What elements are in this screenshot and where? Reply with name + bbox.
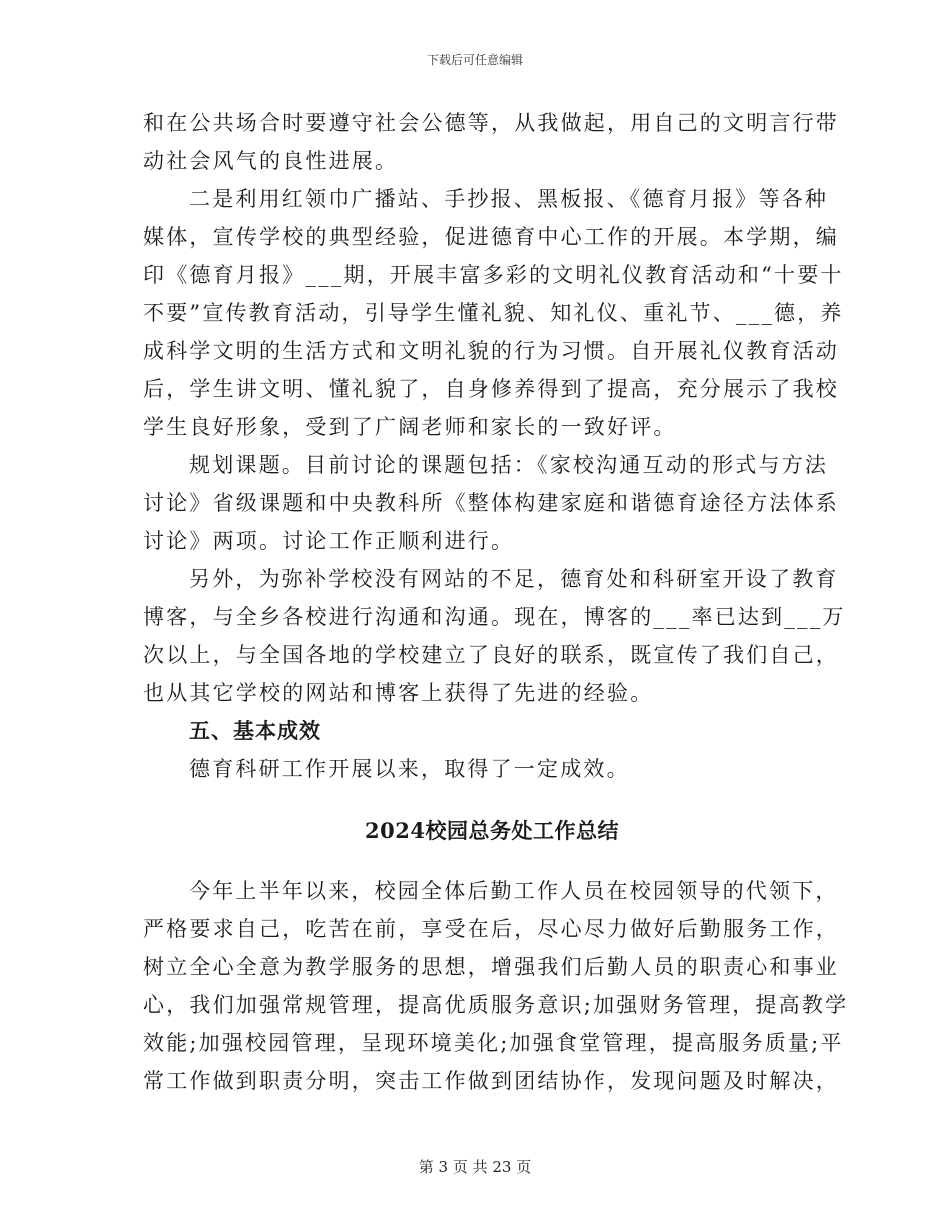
section-heading: 五、基本成效	[189, 718, 321, 743]
paragraph-line: 后，学生讲文明、懂礼貌了，自身修养得到了提高，充分展示了我校	[143, 377, 839, 401]
document-title: 2024校园总务处工作总结	[365, 818, 619, 843]
paragraph-line: 讨论》两项。讨论工作正顺利进行。	[143, 529, 515, 553]
paragraph-line: 成科学文明的生活方式和文明礼貌的行为习惯。自开展礼仪教育活动	[143, 339, 839, 363]
paragraph-line: 心，我们加强常规管理，提高优质服务意识;加强财务管理，提高教学	[143, 993, 849, 1017]
document-body	[143, 104, 849, 1100]
paragraph-line: 印《德育月报》___期，开展丰富多彩的文明礼仪教育活动和“十要十	[143, 263, 844, 287]
paragraph-line: 博客，与全乡各校进行沟通和沟通。现在，博客的___率已达到___万	[143, 605, 846, 629]
paragraph-line: 规划课题。目前讨论的课题包括：《家校沟通互动的形式与方法	[189, 453, 829, 477]
paragraph-line: 动社会风气的良性进展。	[143, 149, 399, 173]
paragraph-line: 讨论》省级课题和中央教科所《整体构建家庭和谐德育途径方法体系	[143, 491, 839, 515]
paragraph-line: 学生良好形象，受到了广阔老师和家长的一致好评。	[143, 415, 677, 439]
paragraph-line: 次以上，与全国各地的学校建立了良好的联系，既宣传了我们自己，	[143, 643, 839, 667]
page-header: 下载后可任意编辑	[426, 53, 523, 67]
page-footer: 第 3 页 共 23 页	[418, 1158, 532, 1176]
paragraph-line: 今年上半年以来，校园全体后勤工作人员在校园领导的代领下，	[189, 879, 839, 903]
paragraph-line: 另外，为弥补学校没有网站的不足，德育处和科研室开设了教育	[189, 567, 839, 591]
paragraph-line: 二是利用红领巾广播站、手抄报、黑板报、《德育月报》等各种	[189, 187, 829, 211]
paragraph-line: 不要”宣传教育活动，引导学生懂礼貌、知礼仪、重礼节、___德，养	[143, 301, 844, 325]
paragraph-line: 媒体，宣传学校的典型经验，促进德育中心工作的开展。本学期，编	[143, 225, 839, 249]
paragraph-line: 效能;加强校园管理，呈现环境美化;加强食堂管理，提高服务质量;平	[143, 1031, 844, 1055]
paragraph-line: 德育科研工作开展以来，取得了一定成效。	[189, 757, 630, 781]
paragraph-line: 严格要求自己，吃苦在前，享受在后，尽心尽力做好后勤服务工作，	[143, 917, 839, 941]
paragraph-line: 树立全心全意为教学服务的思想，增强我们后勤人员的职责心和事业	[143, 955, 839, 979]
paragraph-line: 也从其它学校的网站和博客上获得了先进的经验。	[143, 681, 654, 705]
paragraph-line: 和在公共场合时要遵守社会公德等，从我做起，用自己的文明言行带	[143, 111, 839, 135]
paragraph-line: 常工作做到职责分明，突击工作做到团结协作，发现问题及时解决，	[143, 1069, 839, 1093]
